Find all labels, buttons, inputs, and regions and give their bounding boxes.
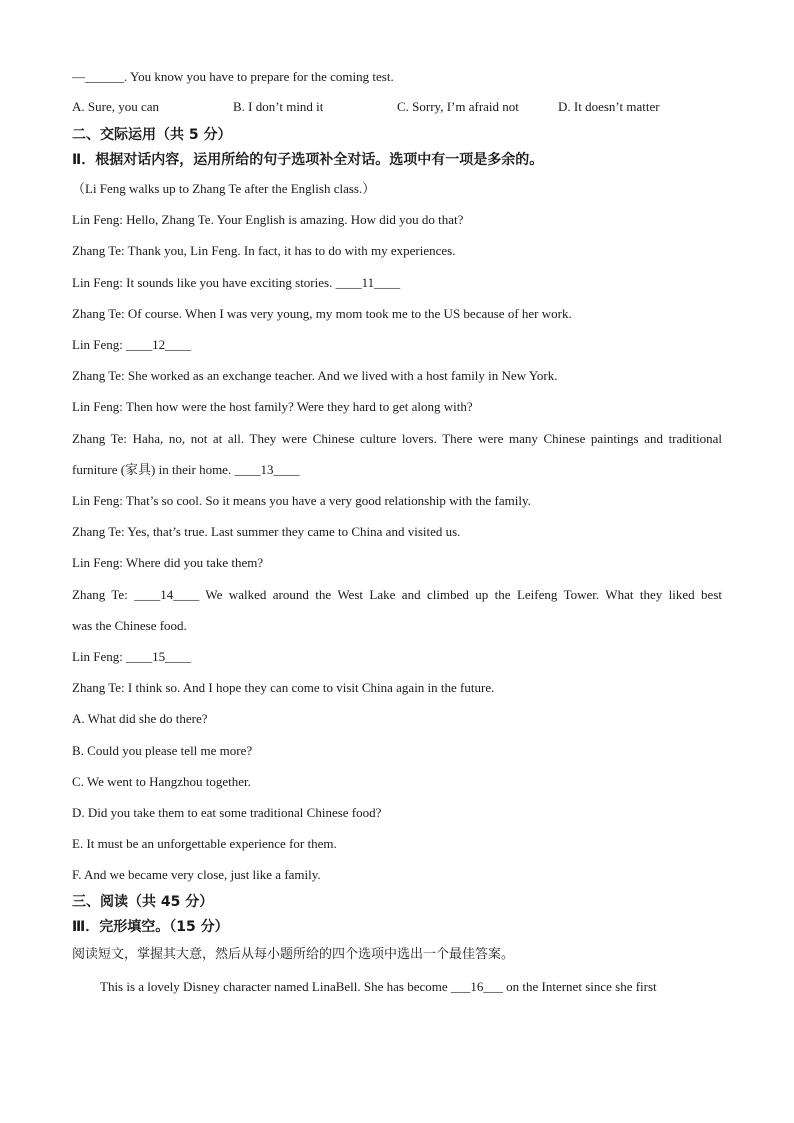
passage-first-line: This is a lovely Disney character named LinaBell. She has become ___16___ on the Internet since she first	[100, 979, 657, 994]
choice-f: F. And we became very close, just like a family.	[72, 867, 321, 882]
section3-subheading: Ⅲ．完形填空。（15 分）	[72, 919, 229, 935]
reading-instruction: 阅读短文，掌握其大意，然后从每小题所给的四个选项中选出一个最佳答案。	[72, 947, 515, 962]
dialogue-context: （Li Feng walks up to Zhang Te after the English class.）	[72, 181, 376, 196]
prev-question-text: —______. You know you have to prepare for the coming test.	[72, 69, 394, 84]
choice-b: B. Could you please tell me more?	[72, 743, 253, 758]
option-d: D. It doesn’t matter	[558, 99, 660, 114]
dialogue-line: Lin Feng: That’s so cool. So it means you have a very good relationship with the family.	[72, 493, 531, 508]
dialogue-line: Zhang Te: She worked as an exchange teacher. And we lived with a host family in New York.	[72, 368, 558, 383]
dialogue-line: was the Chinese food.	[72, 618, 187, 633]
dialogue-line: furniture (家具) in their home. ____13____	[72, 462, 300, 477]
dialogue-line: Zhang Te: Of course. When I was very young, my mom took me to the US because of her work.	[72, 306, 572, 321]
option-b: B. I don’t mind it	[233, 99, 324, 114]
option-a: A. Sure, you can	[72, 99, 160, 114]
section2-heading: 二、交际运用（共 5 分）	[72, 127, 232, 143]
section3-heading: 三、阅读（共 45 分）	[72, 894, 214, 910]
choice-c: C. We went to Hangzhou together.	[72, 774, 251, 789]
prev-question-options	[0, 99, 794, 115]
dialogue-line: Zhang Te: I think so. And I hope they can come to visit China again in the future.	[72, 680, 495, 695]
dialogue-line: Lin Feng: ____15____	[72, 649, 192, 664]
choice-d: D. Did you take them to eat some traditional Chinese food?	[72, 805, 382, 820]
dialogue-line: Zhang Te: Thank you, Lin Feng. In fact, it has to do with my experiences.	[72, 243, 456, 258]
dialogue-line: Lin Feng: Where did you take them?	[72, 555, 264, 570]
section2-subheading: Ⅱ．根据对话内容，运用所给的句子选项补全对话。选项中有一项是多余的。	[72, 152, 544, 168]
dialogue-line: Zhang Te: ____14____ We walked around the West Lake and climbed up the Leifeng Tower. What they liked best	[72, 587, 722, 602]
dialogue-line: Lin Feng: It sounds like you have exciting stories. ____11____	[72, 275, 401, 290]
dialogue-line: Lin Feng: Hello, Zhang Te. Your English is amazing. How did you do that?	[72, 212, 464, 227]
choice-e: E. It must be an unforgettable experience for them.	[72, 836, 337, 851]
option-c: C. Sorry, I’m afraid not	[397, 99, 519, 114]
choice-a: A. What did she do there?	[72, 711, 208, 726]
dialogue-line: Zhang Te: Yes, that’s true. Last summer they came to China and visited us.	[72, 524, 461, 539]
dialogue-line: Lin Feng: Then how were the host family? Were they hard to get along with?	[72, 399, 473, 414]
dialogue-line: Zhang Te: Haha, no, not at all. They were Chinese culture lovers. There were many Chinese paintings and traditional	[72, 431, 722, 446]
dialogue-line: Lin Feng: ____12____	[72, 337, 192, 352]
